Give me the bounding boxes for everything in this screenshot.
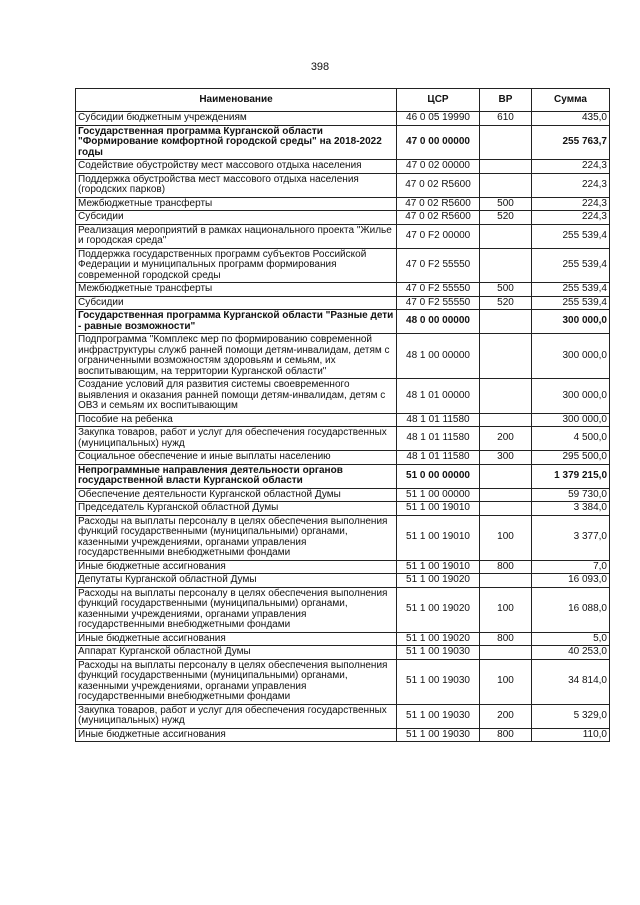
row-name: Поддержка обустройства мест массового отдыха населения (городских парков) <box>76 173 397 197</box>
row-sum: 224,3 <box>532 173 610 197</box>
row-name: Иные бюджетные ассигнования <box>76 728 397 742</box>
row-csr: 51 1 00 19030 <box>397 646 480 660</box>
row-csr: 48 0 00 00000 <box>397 310 480 334</box>
row-sum: 16 088,0 <box>532 587 610 632</box>
table-row <box>76 704 610 728</box>
row-vr <box>480 574 532 588</box>
row-sum: 40 253,0 <box>532 646 610 660</box>
table-row <box>76 125 610 160</box>
row-name: Субсидии <box>76 296 397 310</box>
table-header-row <box>76 89 610 112</box>
row-name: Содействие обустройству мест массового отдыха населения <box>76 160 397 174</box>
row-vr: 520 <box>480 296 532 310</box>
row-csr: 51 1 00 00000 <box>397 488 480 502</box>
row-sum: 5 329,0 <box>532 704 610 728</box>
table-row <box>76 413 610 427</box>
row-vr <box>480 379 532 414</box>
row-name: Обеспечение деятельности Курганской областной Думы <box>76 488 397 502</box>
row-vr <box>480 310 532 334</box>
row-csr: 47 0 02 R5600 <box>397 173 480 197</box>
row-name: Непрограммные направления деятельности органов государственной власти Курганской области <box>76 464 397 488</box>
row-vr: 610 <box>480 112 532 126</box>
row-name: Межбюджетные трансферты <box>76 197 397 211</box>
row-sum: 255 763,7 <box>532 125 610 160</box>
row-vr <box>480 334 532 379</box>
table-row <box>76 283 610 297</box>
row-name: Иные бюджетные ассигнования <box>76 632 397 646</box>
row-csr: 51 0 00 00000 <box>397 464 480 488</box>
table-row <box>76 515 610 560</box>
table-row <box>76 379 610 414</box>
budget-table <box>75 88 610 742</box>
row-csr: 47 0 F2 00000 <box>397 224 480 248</box>
row-csr: 48 1 01 11580 <box>397 413 480 427</box>
header-name: Наименование <box>76 89 397 112</box>
row-vr: 500 <box>480 283 532 297</box>
row-vr <box>480 646 532 660</box>
row-sum: 224,3 <box>532 211 610 225</box>
row-vr: 300 <box>480 451 532 465</box>
table-row <box>76 587 610 632</box>
header-sum: Сумма <box>532 89 610 112</box>
table-row <box>76 632 610 646</box>
table-row <box>76 464 610 488</box>
table-body <box>76 112 610 742</box>
page-number: 398 <box>310 61 330 73</box>
row-vr <box>480 502 532 516</box>
row-name: Субсидии <box>76 211 397 225</box>
table-row <box>76 112 610 126</box>
row-name: Государственная программа Курганской области "Разные дети - равные возможности" <box>76 310 397 334</box>
row-csr: 46 0 05 19990 <box>397 112 480 126</box>
table-row <box>76 160 610 174</box>
row-name: Реализация мероприятий в рамках национального проекта "Жилье и городская среда" <box>76 224 397 248</box>
row-csr: 51 1 00 19020 <box>397 587 480 632</box>
row-csr: 51 1 00 19010 <box>397 502 480 516</box>
row-vr <box>480 464 532 488</box>
row-name: Пособие на ребенка <box>76 413 397 427</box>
row-sum: 300 000,0 <box>532 310 610 334</box>
table-row <box>76 334 610 379</box>
row-vr <box>480 248 532 283</box>
row-csr: 47 0 00 00000 <box>397 125 480 160</box>
row-sum: 295 500,0 <box>532 451 610 465</box>
row-sum: 5,0 <box>532 632 610 646</box>
row-sum: 300 000,0 <box>532 413 610 427</box>
row-csr: 51 1 00 19010 <box>397 560 480 574</box>
header-csr: ЦСР <box>397 89 480 112</box>
row-sum: 3 384,0 <box>532 502 610 516</box>
row-vr: 520 <box>480 211 532 225</box>
row-vr: 100 <box>480 659 532 704</box>
row-sum: 1 379 215,0 <box>532 464 610 488</box>
row-sum: 300 000,0 <box>532 379 610 414</box>
row-vr: 800 <box>480 560 532 574</box>
row-sum: 255 539,4 <box>532 296 610 310</box>
row-csr: 47 0 02 R5600 <box>397 211 480 225</box>
table-row <box>76 560 610 574</box>
row-vr <box>480 413 532 427</box>
row-vr: 100 <box>480 587 532 632</box>
row-csr: 48 1 01 00000 <box>397 379 480 414</box>
row-name: Социальное обеспечение и иные выплаты населению <box>76 451 397 465</box>
table-row <box>76 173 610 197</box>
row-vr: 800 <box>480 632 532 646</box>
table-row <box>76 488 610 502</box>
row-csr: 47 0 F2 55550 <box>397 248 480 283</box>
row-vr: 800 <box>480 728 532 742</box>
table-row <box>76 646 610 660</box>
row-vr <box>480 173 532 197</box>
header-vr: ВР <box>480 89 532 112</box>
row-sum: 4 500,0 <box>532 427 610 451</box>
row-sum: 255 539,4 <box>532 224 610 248</box>
row-sum: 59 730,0 <box>532 488 610 502</box>
table-row <box>76 451 610 465</box>
row-csr: 48 1 01 11580 <box>397 427 480 451</box>
table-row <box>76 197 610 211</box>
row-name: Расходы на выплаты персоналу в целях обеспечения выполнения функций государственными (муниципальными) органами, казенными учреждениями, органами управления государственными внебюджетными фондами <box>76 587 397 632</box>
table-row <box>76 427 610 451</box>
row-csr: 47 0 F2 55550 <box>397 283 480 297</box>
row-vr <box>480 125 532 160</box>
row-sum: 255 539,4 <box>532 248 610 283</box>
row-csr: 51 1 00 19030 <box>397 659 480 704</box>
row-sum: 7,0 <box>532 560 610 574</box>
table-row <box>76 248 610 283</box>
row-csr: 51 1 00 19010 <box>397 515 480 560</box>
row-name: Поддержка государственных программ субъектов Российской Федерации и муниципальных программ формирования современной городской среды <box>76 248 397 283</box>
table-row <box>76 211 610 225</box>
row-vr <box>480 160 532 174</box>
row-sum: 224,3 <box>532 197 610 211</box>
table-row <box>76 296 610 310</box>
row-name: Аппарат Курганской областной Думы <box>76 646 397 660</box>
table-row <box>76 310 610 334</box>
row-sum: 435,0 <box>532 112 610 126</box>
row-sum: 224,3 <box>532 160 610 174</box>
row-sum: 34 814,0 <box>532 659 610 704</box>
row-name: Депутаты Курганской областной Думы <box>76 574 397 588</box>
row-vr: 500 <box>480 197 532 211</box>
row-name: Расходы на выплаты персоналу в целях обеспечения выполнения функций государственными (муниципальными) органами, казенными учреждениями, органами управления государственными внебюджетными фондами <box>76 515 397 560</box>
row-name: Иные бюджетные ассигнования <box>76 560 397 574</box>
row-csr: 51 1 00 19020 <box>397 632 480 646</box>
row-name: Закупка товаров, работ и услуг для обеспечения государственных (муниципальных) нужд <box>76 427 397 451</box>
row-name: Подпрограмма "Комплекс мер по формированию современной инфраструктуры служб ранней помощи детям-инвалидам, детям с ограниченными возможностям здоровьям и семьям, их воспитывающим, на территории Курганской области" <box>76 334 397 379</box>
row-csr: 47 0 F2 55550 <box>397 296 480 310</box>
row-sum: 16 093,0 <box>532 574 610 588</box>
row-vr: 100 <box>480 515 532 560</box>
row-name: Государственная программа Курганской области "Формирование комфортной городской среды" на 2018-2022 годы <box>76 125 397 160</box>
row-sum: 300 000,0 <box>532 334 610 379</box>
row-csr: 47 0 02 00000 <box>397 160 480 174</box>
row-name: Закупка товаров, работ и услуг для обеспечения государственных (муниципальных) нужд <box>76 704 397 728</box>
table-row <box>76 659 610 704</box>
row-sum: 110,0 <box>532 728 610 742</box>
row-name: Субсидии бюджетным учреждениям <box>76 112 397 126</box>
table-row <box>76 728 610 742</box>
row-name: Межбюджетные трансферты <box>76 283 397 297</box>
row-sum: 3 377,0 <box>532 515 610 560</box>
row-csr: 51 1 00 19030 <box>397 704 480 728</box>
row-sum: 255 539,4 <box>532 283 610 297</box>
row-csr: 51 1 00 19030 <box>397 728 480 742</box>
table-row <box>76 502 610 516</box>
row-vr: 200 <box>480 427 532 451</box>
row-csr: 48 1 00 00000 <box>397 334 480 379</box>
row-vr: 200 <box>480 704 532 728</box>
row-vr <box>480 488 532 502</box>
row-csr: 51 1 00 19020 <box>397 574 480 588</box>
row-vr <box>480 224 532 248</box>
row-name: Расходы на выплаты персоналу в целях обеспечения выполнения функций государственными (муниципальными) органами, казенными учреждениями, органами управления государственными внебюджетными фондами <box>76 659 397 704</box>
row-name: Председатель Курганской областной Думы <box>76 502 397 516</box>
row-csr: 47 0 02 R5600 <box>397 197 480 211</box>
row-csr: 48 1 01 11580 <box>397 451 480 465</box>
table-row <box>76 574 610 588</box>
table-row <box>76 224 610 248</box>
row-name: Создание условий для развития системы своевременного выявления и оказания ранней помощи детям-инвалидам, детям с ОВЗ и семьям их воспитывающим <box>76 379 397 414</box>
